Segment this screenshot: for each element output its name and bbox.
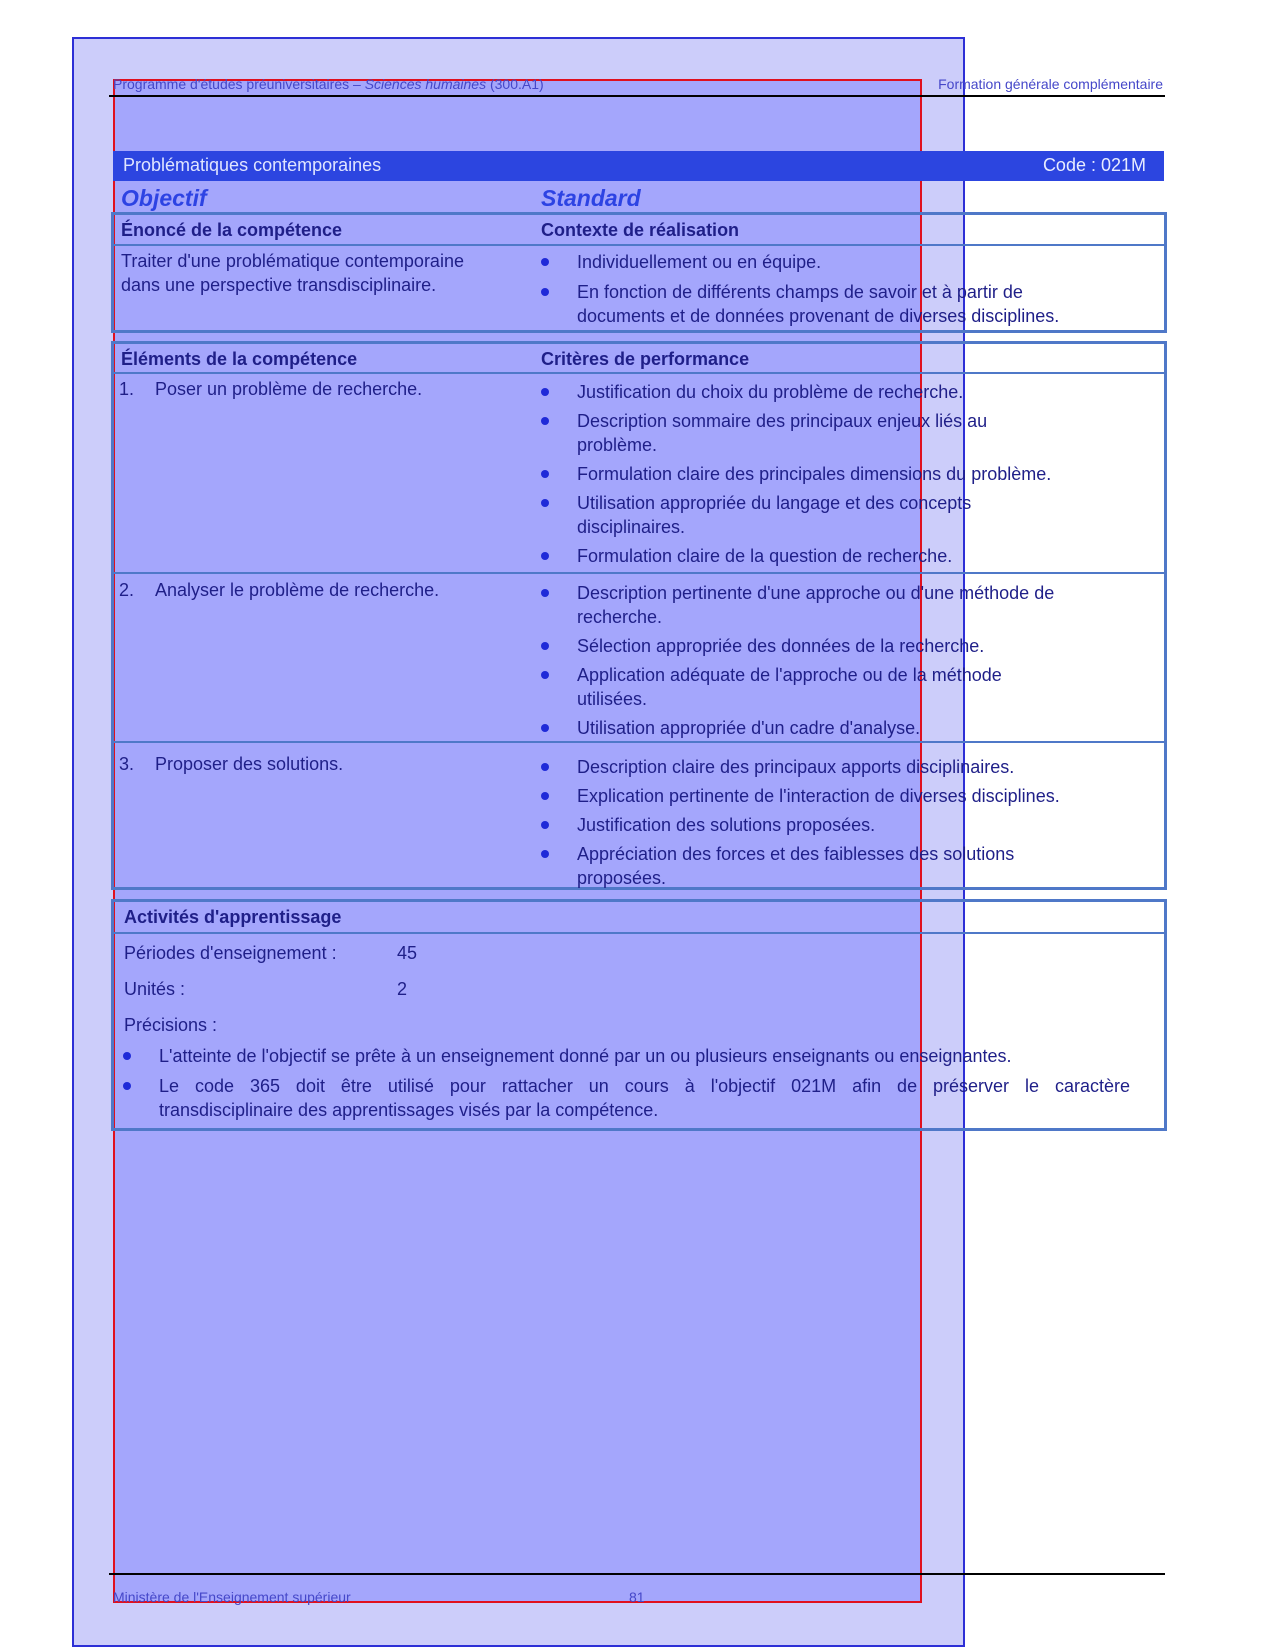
activites-head: Activités d'apprentissage <box>124 907 342 927</box>
criteres-head: Critères de performance <box>541 349 750 369</box>
elements-head: Éléments de la compétence <box>121 349 358 369</box>
periodes-value: 45 <box>397 943 418 963</box>
criterion: Explication pertinente de l'interaction de diverses disciplines. <box>577 786 1060 806</box>
header-program-italic: Sciences humaines <box>364 76 487 92</box>
criterion: Appréciation des forces et des faiblesses des solutions <box>577 844 1015 864</box>
bullet-icon <box>541 552 549 560</box>
footer-ministry: Ministère de l'Enseignement supérieur <box>113 1589 351 1605</box>
enonce-line-1: Traiter d'une problématique contemporaine <box>121 251 464 271</box>
precision-1: L'atteinte de l'objectif se prête à un enseignement donné par un ou plusieurs enseignants ou enseignantes. <box>159 1046 1012 1066</box>
element-number: 1. <box>119 379 135 399</box>
header-right: Formation générale complémentaire <box>938 76 1163 92</box>
element-number: 2. <box>119 580 135 600</box>
criterion-continued: proposées. <box>577 868 667 888</box>
bullet-icon <box>541 850 549 858</box>
bullet-icon <box>541 470 549 478</box>
criterion-continued: recherche. <box>577 607 663 627</box>
header-program-prefix: Programme d'études préuniversitaires – <box>113 76 365 92</box>
bullet-icon <box>541 671 549 679</box>
header-rule <box>109 95 1165 97</box>
bullet-icon <box>541 821 549 829</box>
activites-divider <box>111 932 1165 934</box>
bullet-icon <box>123 1052 131 1060</box>
criterion: Utilisation appropriée d'un cadre d'analyse. <box>577 718 921 738</box>
contexte-2-line-1: En fonction de différents champs de savoir et à partir de <box>577 282 1023 302</box>
precision-2-line-2: transdisciplinaire des apprentissages visés par la compétence. <box>159 1100 659 1120</box>
element-2-label: Analyser le problème de recherche. <box>155 580 440 600</box>
bullet-icon <box>541 763 549 771</box>
criterion: Description claire des principaux apports disciplinaires. <box>577 757 1015 777</box>
competence-divider <box>111 244 1165 246</box>
criterion: Justification des solutions proposées. <box>577 815 876 835</box>
enonce-head: Énoncé de la compétence <box>121 220 343 240</box>
criterion-continued: problème. <box>577 435 658 455</box>
header-program <box>113 76 544 92</box>
criterion: Justification du choix du problème de recherche. <box>577 382 964 402</box>
elements-divider <box>111 741 1165 743</box>
title-code: Code : 021M <box>1042 155 1146 175</box>
criterion: Description sommaire des principaux enjeux liés au <box>577 411 988 431</box>
criterion: Utilisation appropriée du langage et des concepts <box>577 493 972 513</box>
element-number: 3. <box>119 754 135 774</box>
section-head-objectif: Objectif <box>121 185 207 211</box>
elements-divider <box>111 372 1165 374</box>
criterion: Formulation claire des principales dimensions du problème. <box>577 464 1052 484</box>
bullet-icon <box>541 499 549 507</box>
element-1-label: Poser un problème de recherche. <box>155 379 423 399</box>
bullet-icon <box>541 792 549 800</box>
bullet-icon <box>541 642 549 650</box>
bullet-icon <box>541 388 549 396</box>
bullet-icon <box>541 288 549 296</box>
element-3-label: Proposer des solutions. <box>155 754 344 774</box>
bullet-icon <box>541 724 549 732</box>
bullet-icon <box>541 258 549 266</box>
precisions-label: Précisions : <box>124 1015 218 1035</box>
precision-2-line-1: Le code 365 doit être utilisé pour rattacher un cours à l'objectif 021M afin de préserver le caractère <box>159 1076 1130 1096</box>
criterion-continued: utilisées. <box>577 689 648 709</box>
page-title: Problématiques contemporaines <box>123 155 382 175</box>
bullet-icon <box>541 589 549 597</box>
contexte-head: Contexte de réalisation <box>541 220 740 240</box>
periodes-label: Périodes d'enseignement : <box>124 943 337 963</box>
contexte-2-line-2: documents et de données provenant de diverses disciplines. <box>577 306 1060 326</box>
footer-rule <box>109 1573 1165 1575</box>
title-band <box>113 151 1164 181</box>
criterion: Description pertinente d'une approche ou d'une méthode de <box>577 583 1055 603</box>
section-head-standard: Standard <box>541 185 641 211</box>
unites-value: 2 <box>397 979 408 999</box>
criterion: Formulation claire de la question de recherche. <box>577 546 953 566</box>
bullet-icon <box>541 417 549 425</box>
elements-divider <box>111 572 1165 574</box>
criterion: Application adéquate de l'approche ou de la méthode <box>577 665 1002 685</box>
criterion: Sélection appropriée des données de la recherche. <box>577 636 985 656</box>
contexte-1: Individuellement ou en équipe. <box>577 252 822 272</box>
criterion-continued: disciplinaires. <box>577 517 686 537</box>
header-program-code: (300.A1) <box>486 76 544 92</box>
unites-label: Unités : <box>124 979 186 999</box>
page-number: 81 <box>629 1589 645 1605</box>
bullet-icon <box>123 1082 131 1090</box>
enonce-line-2: dans une perspective transdisciplinaire. <box>121 275 437 295</box>
